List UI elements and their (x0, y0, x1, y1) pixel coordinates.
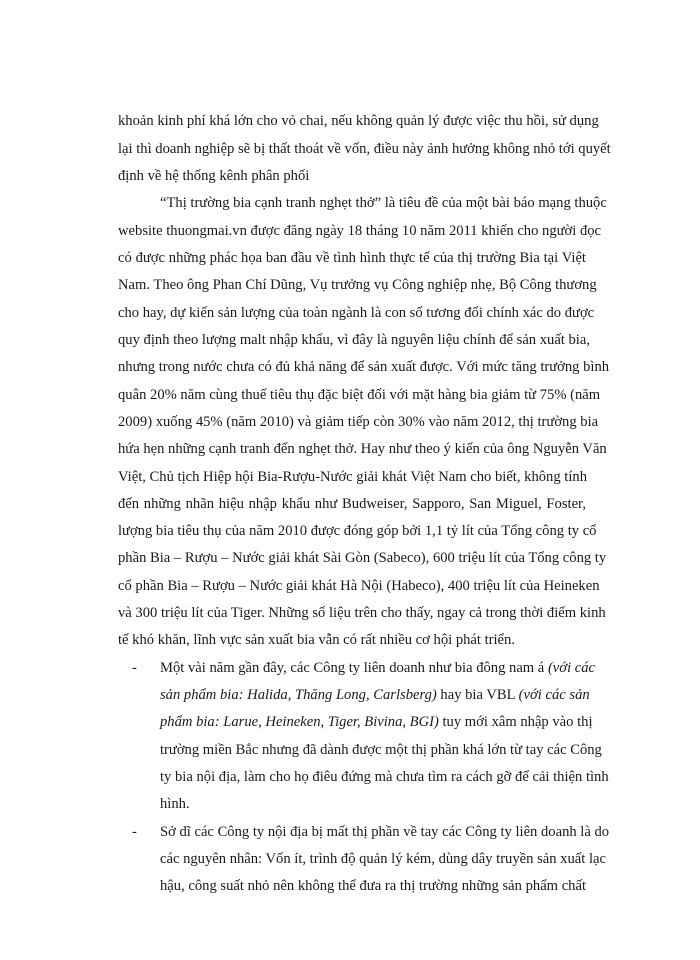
text-line: trường miền Bắc nhưng đã dành được một thị phần khá lớn từ tay các Công (160, 742, 602, 758)
text-line: 2009) xuống 45% (năm 2010) và giảm tiếp còn 30% vào năm 2012, thị trường bia (118, 414, 599, 430)
italic-run: phẩm bia: Larue, Heineken, Tiger, Bivina, BGI) (160, 714, 439, 730)
bullet-dash: - (132, 660, 137, 676)
text-line (160, 658, 596, 678)
text-line (160, 712, 593, 732)
text-line: phần Bia – Rượu – Nước giải khát Sài Gòn (Sabeco), 600 triệu lít của Tổng công ty (118, 550, 607, 566)
text-line: tế khó khăn, lĩnh vực sản xuất bia vẫn có rất nhiều cơ hội phát triển. (118, 632, 515, 648)
text-line: các nguyên nhân: Vốn ít, trình độ quản lý kém, dùng dây truyền sản xuất lạc (160, 851, 606, 867)
text-line: hậu, công suất nhỏ nên không thể đưa ra thị trường những sản phẩm chất (160, 878, 586, 894)
text-line: nhưng trong nước chưa có đủ khả năng để sản xuất được. Với mức tăng trưởng bình (118, 359, 610, 375)
text-run: tuy mới xâm nhập vào thị (438, 714, 593, 730)
text-line: ty bia nội địa, làm cho họ điêu đứng mà chưa tìm ra cách gỡ để cải thiện tình (160, 769, 609, 785)
italic-run: (với các (547, 660, 596, 676)
italic-run: sản phẩm bia: Halida, Thăng Long, Carlsberg) (160, 687, 437, 703)
text-line: hình. (160, 796, 190, 812)
text-line (160, 685, 590, 705)
text-line: hứa hẹn những cạnh tranh đến nghẹt thở. Hay như theo ý kiến của ông Nguyễn Văn (118, 441, 607, 457)
text-line: Nam. Theo ông Phan Chí Dũng, Vụ trưởng vụ Công nghiệp nhẹ, Bộ Công thương (118, 277, 597, 293)
text-line: cổ phần Bia – Rượu – Nước giải khát Hà Nội (Habeco), 400 triệu lít của Heineken (118, 578, 600, 594)
text-line: đến những nhãn hiệu nhập khẩu như Budweiser, Sapporo, San Miguel, Foster, (118, 496, 586, 512)
text-line: Sở dĩ các Công ty nội địa bị mất thị phần về tay các Công ty liên doanh là do (160, 824, 610, 840)
text-line: Việt, Chủ tịch Hiệp hội Bia-Rượu-Nước giải khát Việt Nam cho biết, không tính (118, 469, 587, 485)
text-line: lại thì doanh nghiệp sẽ bị thất thoát về vốn, điều này ảnh hưởng không nhỏ tới quyết (118, 141, 611, 157)
text-line: cho hay, dự kiến sản lượng của toàn ngành là con số tương đối chính xác do được (118, 305, 595, 321)
text-line: lượng bia tiêu thụ của năm 2010 được đóng góp bởi 1,1 tỷ lít của Tổng công ty cổ (118, 523, 597, 539)
bullet-dash: - (132, 824, 137, 840)
text-line: có được những phác họa ban đầu về tình hình thực tế của thị trường Bia tại Việt (118, 250, 586, 266)
text-line: “Thị trường bia cạnh tranh nghẹt thở” là tiêu đề của một bài báo mạng thuộc (160, 195, 607, 211)
text-run: hay bia VBL (436, 687, 519, 703)
italic-run: (với các sản (518, 687, 590, 703)
text-line: website thuongmai.vn được đăng ngày 18 tháng 10 năm 2011 khiến cho người đọc (118, 223, 602, 239)
text-line: định về hệ thống kênh phân phối (118, 168, 310, 184)
text-line: quy định theo lượng malt nhập khẩu, vì đây là nguyên liệu chính để sản xuất bia, (118, 332, 590, 348)
text-run: Một vài năm gần đây, các Công ty liên doanh như bia đông nam á (160, 660, 548, 676)
text-line: quân 20% năm cùng thuế tiêu thụ đặc biệt đối với mặt hàng bia giảm từ 75% (năm (118, 387, 601, 403)
text-line: khoản kinh phí khá lớn cho vỏ chai, nếu không quản lý được việc thu hồi, sử dụng (118, 113, 599, 129)
text-line: và 300 triệu lít của Tiger. Những số liệu trên cho thấy, ngay cả trong thời điểm kinh (118, 605, 606, 621)
